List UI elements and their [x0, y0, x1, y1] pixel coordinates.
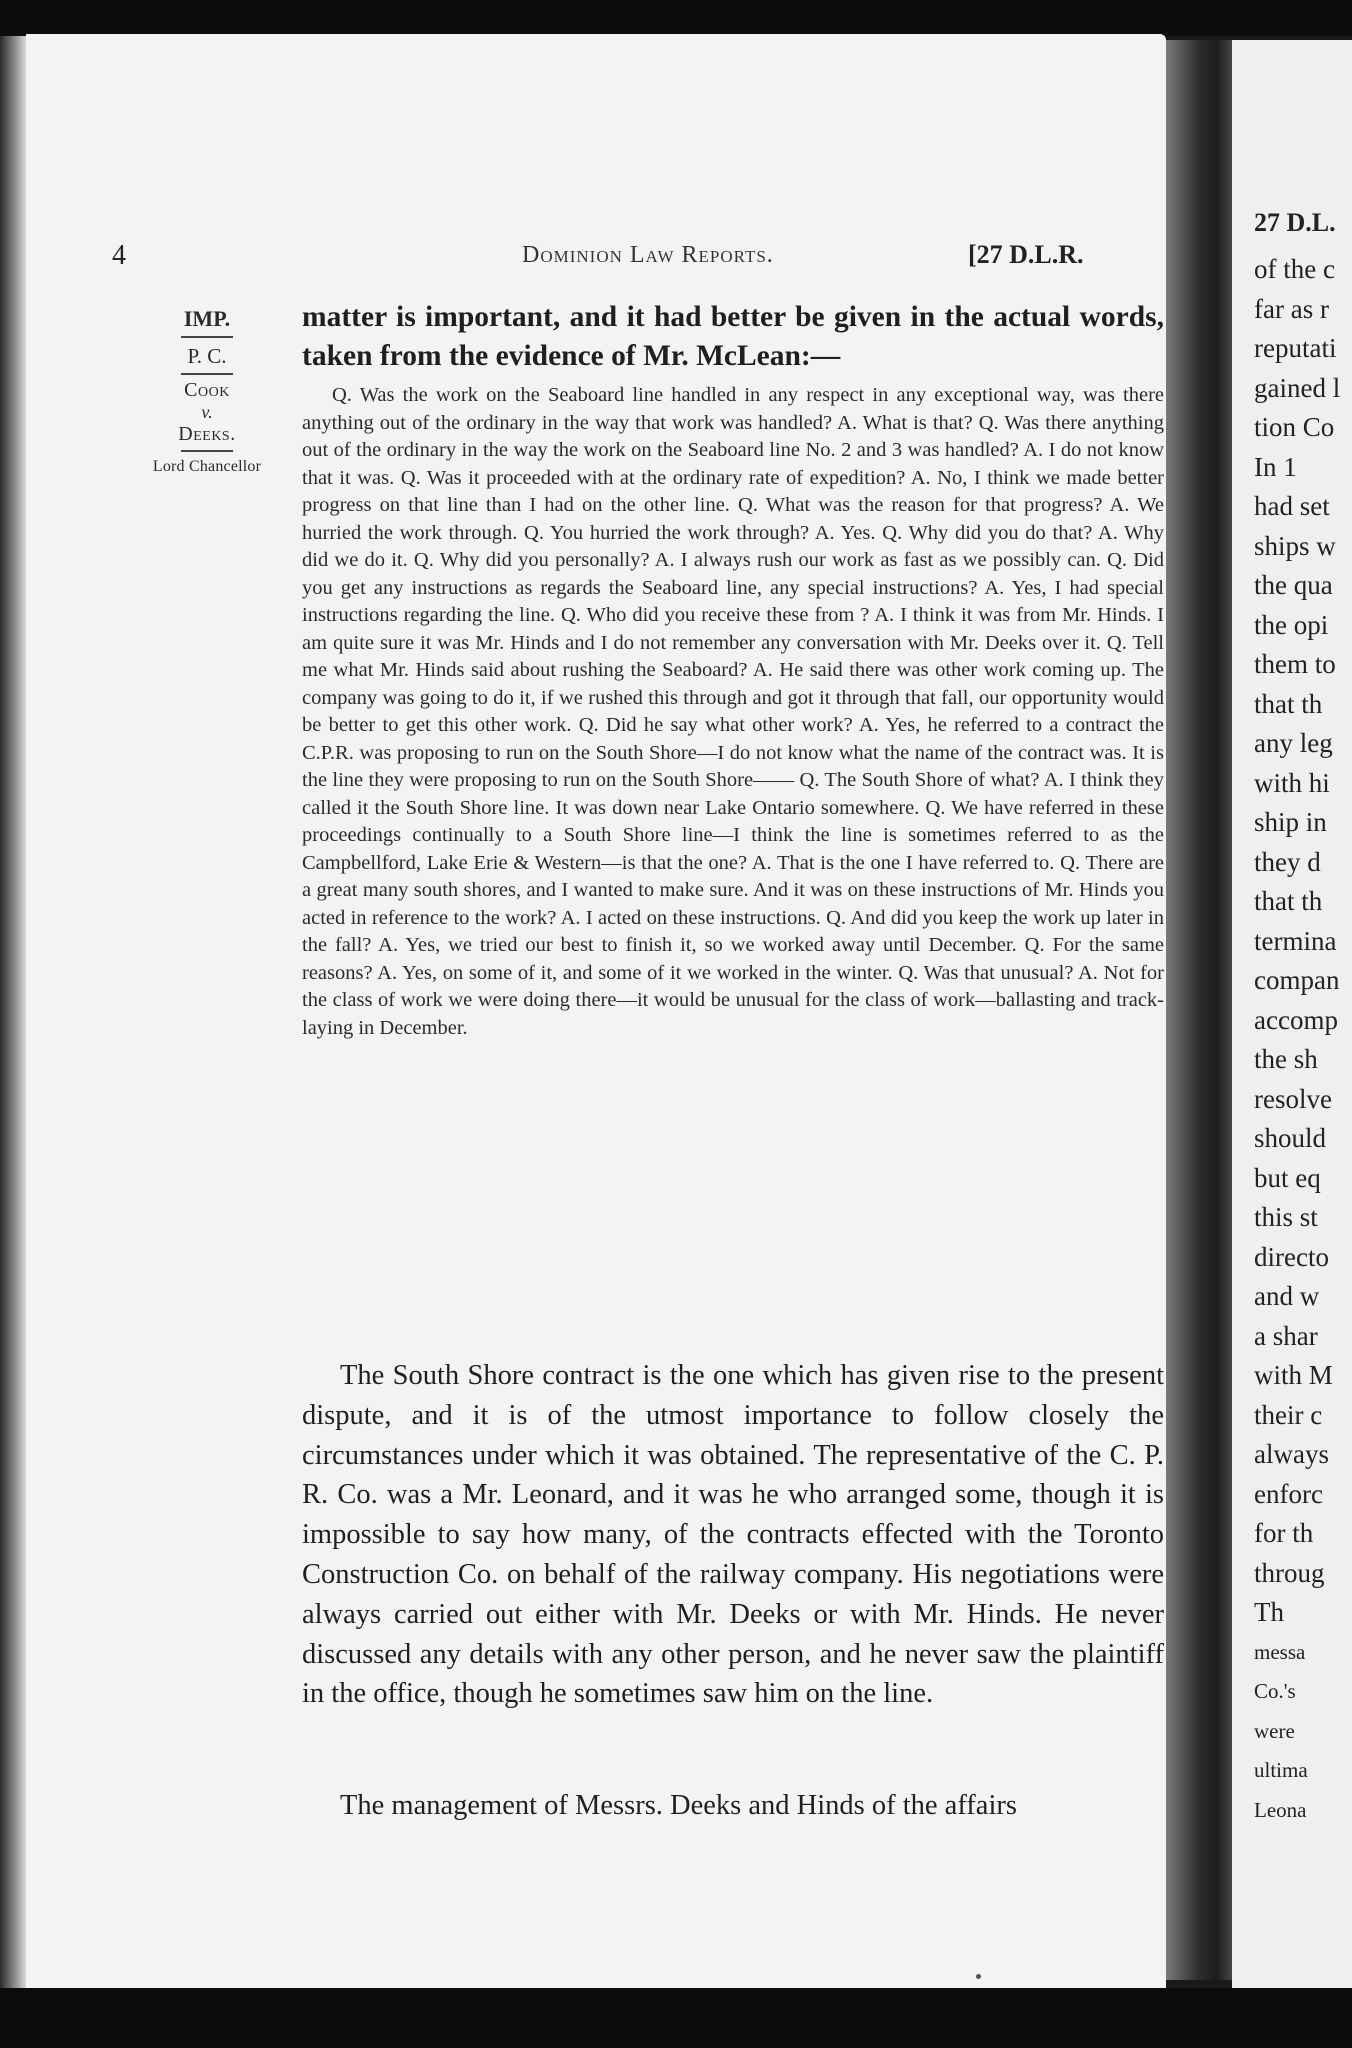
- facing-page-header: 27 D.L.: [1254, 208, 1336, 237]
- facing-page-line: ships w: [1254, 530, 1336, 561]
- facing-page-line: throug: [1254, 1557, 1325, 1588]
- facing-page-line: Co.'s: [1254, 1679, 1296, 1703]
- margin-divider: [181, 336, 233, 338]
- versus-label: v.: [201, 402, 213, 422]
- party-one: Cook: [184, 379, 230, 401]
- facing-page-line: that th: [1254, 886, 1323, 916]
- facing-page-line: for th: [1254, 1518, 1314, 1548]
- facing-page-line: any leg: [1254, 728, 1333, 758]
- facing-page-line: a shar: [1254, 1320, 1318, 1351]
- facing-page-line: always: [1254, 1439, 1329, 1469]
- facing-page-line: ship in: [1254, 807, 1327, 837]
- evidence-text: Q. Was the work on the Seaboard line handled in any respect in any exceptional way, was there anything out of the ordinary in the way that work was handled? A. What is that? Q. Was there anything out of the ordinary in the way the work on the Seaboard line No. 2 and 3 was handled? A. I do not know that it was. Q. Was it proceeded with at the ordinary rate of expedition? A. No, I think we made better progress on that line than I had on the other line. Q. What was the reason for that progress? A. We hurried the work through. Q. You hurried the work through? A. Yes. Q. Why did you do that? A. Why did we do it. Q. Why did you personally? A. I always rush our work as fast as we possibly can. Q. Did you get any instructions as regards the Seaboard line, any special instructions? A. Yes, I had special instructions regarding the line. Q. Who did you receive these from ? A. I think it was from Mr. Hinds. I am quite sure it was Mr. Hinds and I do not remember any conversation with Mr. Deeks over it. Q. Tell me what Mr. Hinds said about rushing the Seaboard? A. He said there was other work coming up. The company was going to do it, if we rushed this through and got it through that fall, our opportunity would be better to get this other work. Q. Did he say what other work? A. Yes, he referred to a contract the C.P.R. was proposing to run on the South Shore—I do not know what the name of the contract was. It is the line they were proposing to run on the South Shore—— Q. The South Shore of what? A. I think they called it the South Shore line. It was down near Lake Ontario somewhere. Q. We have referred in these proceedings continually to a South Shore line—I think the line is sometimes referred to as the Campbellford, Lake Erie & Western—is that the one? A. That is the one I have referred to. Q. There are a great many south shores, and I wanted to make sure. And it was on these instructions of Mr. Hinds you acted in reference to the work? A. I acted on these instructions. Q. And did you keep the work up later in the fall? A. Yes, we tried our best to finish it, so we worked away until December. Q. For the same reasons? A. Yes, on some of it, and some of it we worked in the winter. Q. Was that unusual? A. Not for the class of work we were doing there—it would be unusual for the class of work—ballasting and track-laying in December.: [302, 384, 1164, 1039]
- facing-page-line: but eq: [1254, 1162, 1321, 1193]
- facing-page-line: tion Co: [1254, 412, 1335, 442]
- margin-divider: [181, 373, 233, 375]
- facing-page-line: they d: [1254, 846, 1321, 877]
- facing-page-line: and w: [1254, 1281, 1320, 1311]
- facing-page-line: their c: [1254, 1399, 1323, 1430]
- facing-page-line: the qua: [1254, 570, 1333, 600]
- facing-page-text: [1254, 250, 1352, 1830]
- party-two: Deeks.: [178, 423, 236, 445]
- page-number: 4: [112, 240, 126, 271]
- court-label: IMP.: [183, 306, 231, 331]
- facing-page-line: messa: [1254, 1639, 1306, 1664]
- paragraph-text: The management of Messrs. Deeks and Hinds of the affairs: [340, 1790, 1017, 1821]
- page-header: [26, 240, 1166, 276]
- facing-page-line: them to: [1254, 649, 1336, 679]
- facing-page-line: gained l: [1254, 372, 1341, 403]
- paragraph-text: The South Shore contract is the one which has given rise to the present dispute, and it is of the utmost importance to follow closely the circumstances under which it was obtained. The representative of the C. P. R. Co. was a Mr. Leonard, and it was he who arranged some, though it is impossible to say how many, of the contracts effected with the Toronto Construction Co. on behalf of the railway company. His negotiations were always carried out either with Mr. Deeks or with Mr. Hinds. He never discussed any details with any other person, and he never saw the plaintiff in the office, though he sometimes saw him on the line.: [302, 1360, 1164, 1710]
- margin-notes: [112, 306, 302, 476]
- facing-page-line: resolve: [1254, 1083, 1332, 1114]
- facing-page-line: far as r: [1254, 293, 1329, 324]
- facing-page-line: with M: [1254, 1360, 1333, 1390]
- division-label: P. C.: [187, 344, 227, 368]
- body-paragraph: [302, 1356, 1164, 1714]
- facing-page-line: accomp: [1254, 1004, 1338, 1035]
- facing-page-line: should: [1254, 1123, 1327, 1153]
- facing-page-line: reputati: [1254, 333, 1337, 363]
- margin-divider: [181, 450, 233, 452]
- evidence-transcript: [302, 382, 1164, 1042]
- book-gutter: [1166, 40, 1238, 1980]
- facing-page-line: directo: [1254, 1241, 1329, 1272]
- facing-page-line: this st: [1254, 1202, 1318, 1232]
- scan-speck: [976, 1974, 981, 1979]
- scan-top-border: [0, 0, 1352, 36]
- facing-page-line: the sh: [1254, 1044, 1318, 1074]
- facing-page-line: compan: [1254, 965, 1340, 995]
- facing-page-line: the opi: [1254, 609, 1329, 640]
- facing-page-line: termina: [1254, 925, 1337, 956]
- volume-reference: [27 D.L.R.: [968, 240, 1084, 269]
- body-paragraph: [302, 1786, 1164, 1826]
- facing-page-line: Th: [1254, 1597, 1284, 1627]
- facing-page-line: In 1: [1254, 451, 1297, 482]
- left-page: [26, 34, 1166, 1994]
- facing-page-line: Leona: [1254, 1797, 1307, 1822]
- book-left-edge: [0, 36, 28, 1988]
- facing-page: [1232, 40, 1352, 1990]
- facing-page-line: ultima: [1254, 1758, 1308, 1782]
- facing-page-line: had set: [1254, 491, 1330, 521]
- scan-bottom-border: [0, 1988, 1352, 2048]
- facing-page-line: with hi: [1254, 767, 1330, 798]
- facing-page-line: of the c: [1254, 254, 1335, 284]
- running-title: Dominion Law Reports.: [522, 242, 774, 268]
- facing-page-line: were: [1254, 1718, 1295, 1743]
- facing-page-line: enforc: [1254, 1478, 1323, 1509]
- lead-paragraph: matter is important, and it had better be given in the actual words, taken from the evidence of Mr. McLean:—: [302, 301, 1164, 372]
- facing-page-line: that th: [1254, 688, 1323, 719]
- judge-label: Lord Chancellor: [152, 458, 262, 475]
